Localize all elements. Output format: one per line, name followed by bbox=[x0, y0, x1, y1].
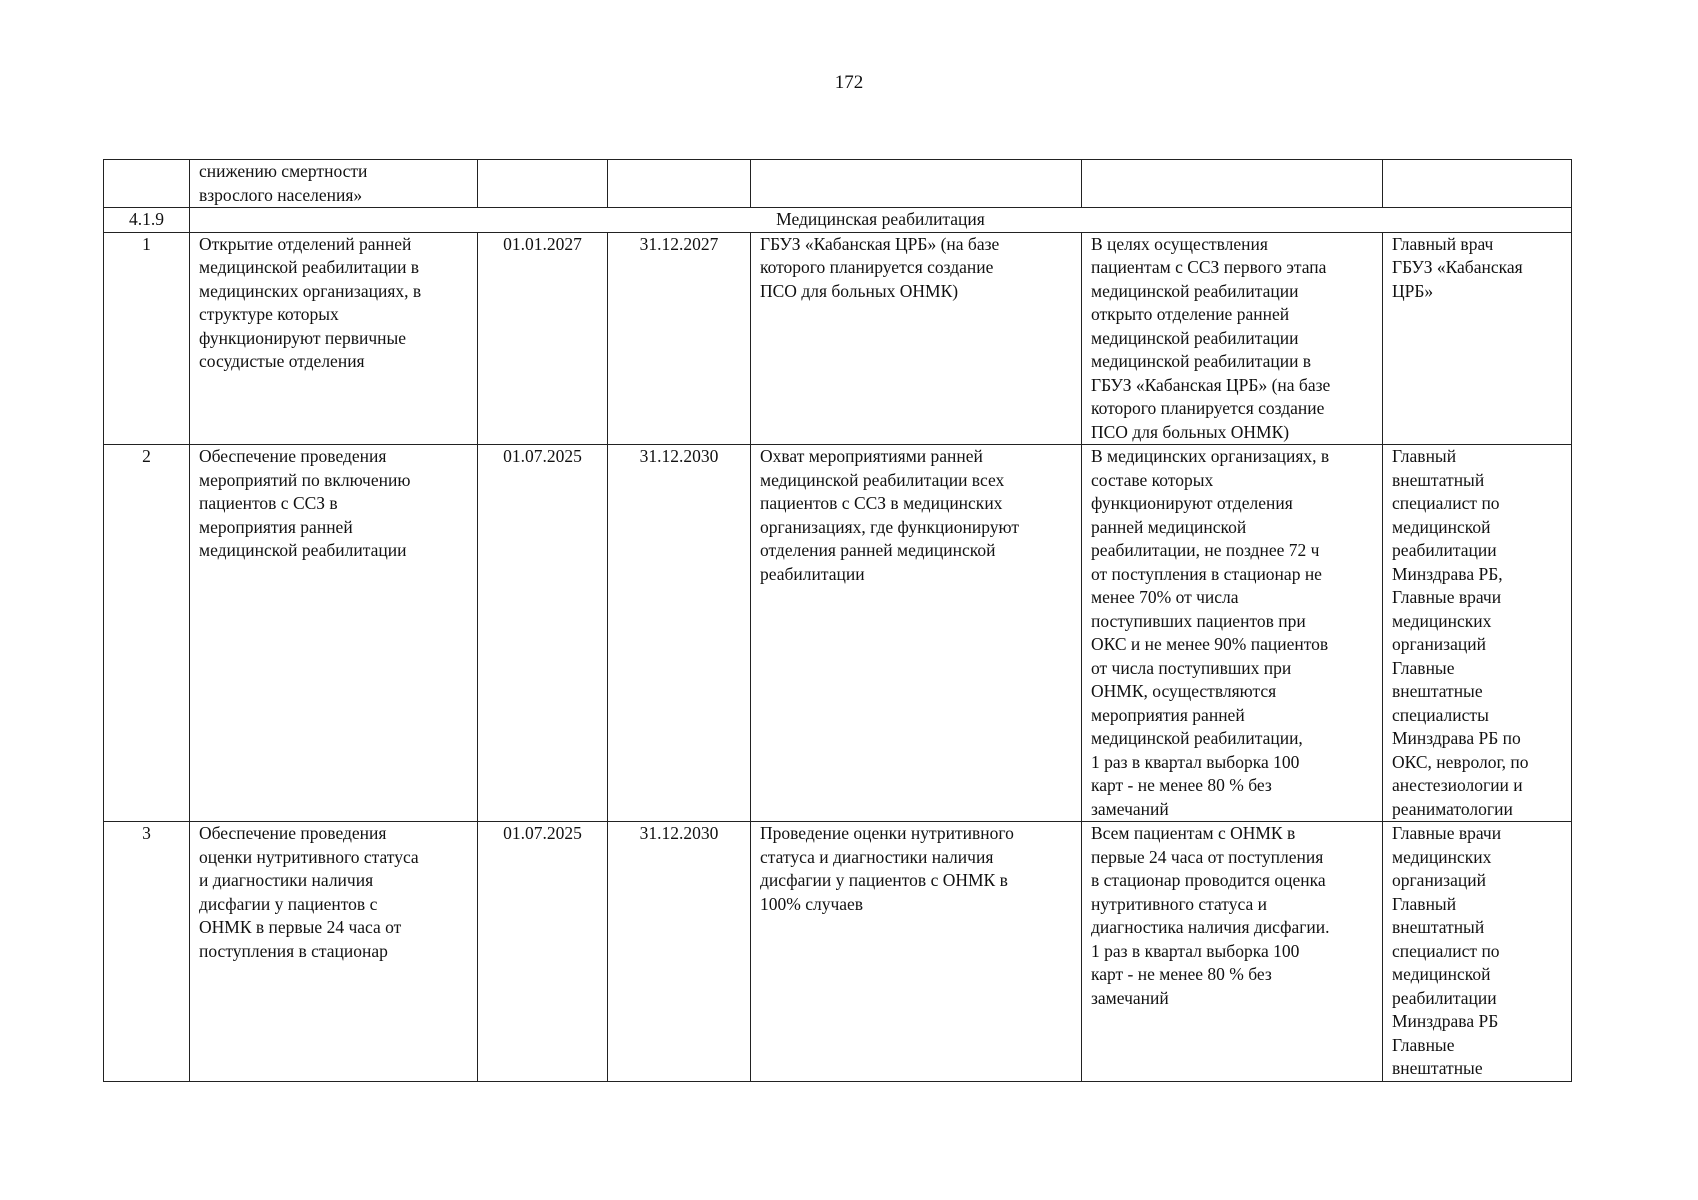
cell-start: 01.07.2025 bbox=[478, 445, 608, 822]
cell-object: Проведение оценки нутритивного статуса и диагностики наличия дисфагии у пациентов с ОНМК в 100% случаев bbox=[751, 822, 1082, 1082]
cell-name: Обеспечение проведения оценки нутритивного статуса и диагностики наличия дисфагии у пациентов с ОНМК в первые 24 часа от поступления в стационар bbox=[190, 822, 478, 1082]
cell-end: 31.12.2030 bbox=[608, 822, 751, 1082]
cell-name: Обеспечение проведения мероприятий по включению пациентов с ССЗ в мероприятия ранней медицинской реабилитации bbox=[190, 445, 478, 822]
cell-responsible: Главный внештатный специалист по медицинской реабилитации Минздрава РБ, Главные врачи медицинских организаций Главные внештатные специалисты Минздрава РБ по ОКС, невролог, по анестезиологии и реаниматологии bbox=[1383, 445, 1572, 822]
section-number: 4.1.9 bbox=[104, 208, 190, 233]
cell-num: 2 bbox=[104, 445, 190, 822]
table-row-continuation bbox=[104, 160, 1572, 208]
cell-num: 3 bbox=[104, 822, 190, 1082]
cell-responsible bbox=[1383, 160, 1572, 208]
page-number: 172 bbox=[834, 72, 864, 93]
cell-responsible: Главные врачи медицинских организаций Главный внештатный специалист по медицинской реабилитации Минздрава РБ Главные внештатные bbox=[1383, 822, 1572, 1082]
cell-result: В целях осуществления пациентам с ССЗ первого этапа медицинской реабилитации открыто отделение ранней медицинской реабилитации медицинской реабилитации в ГБУЗ «Кабанская ЦРБ» (на базе которого планируется создание ПСО для больных ОНМК) bbox=[1082, 232, 1383, 445]
cell-num: 1 bbox=[104, 232, 190, 445]
cell-name: снижению смертности взрослого населения» bbox=[190, 160, 478, 208]
section-title: Медицинская реабилитация bbox=[190, 208, 1572, 233]
cell-object: Охват мероприятиями ранней медицинской реабилитации всех пациентов с ССЗ в медицинских организациях, где функционируют отделения ранней медицинской реабилитации bbox=[751, 445, 1082, 822]
cell-start: 01.01.2027 bbox=[478, 232, 608, 445]
cell-result: Всем пациентам с ОНМК в первые 24 часа от поступления в стационар проводится оценка нутритивного статуса и диагностика наличия дисфагии. 1 раз в квартал выборка 100 карт - не менее 80 % без замечаний bbox=[1082, 822, 1383, 1082]
section-row bbox=[104, 208, 1572, 233]
activities-table bbox=[103, 159, 1572, 1082]
cell-start: 01.07.2025 bbox=[478, 822, 608, 1082]
cell-start bbox=[478, 160, 608, 208]
cell-num bbox=[104, 160, 190, 208]
cell-end: 31.12.2027 bbox=[608, 232, 751, 445]
cell-object bbox=[751, 160, 1082, 208]
cell-result: В медицинских организациях, в составе которых функционируют отделения ранней медицинской реабилитации, не позднее 72 ч от поступления в стационар не менее 70% от числа поступивших пациентов при ОКС и не менее 90% пациентов от числа поступивших при ОНМК, осуществляются мероприятия ранней медицинской реабилитации, 1 раз в квартал выборка 100 карт - не менее 80 % без замечаний bbox=[1082, 445, 1383, 822]
cell-name: Открытие отделений ранней медицинской реабилитации в медицинских организациях, в структуре которых функционируют первичные сосудистые отделения bbox=[190, 232, 478, 445]
cell-end bbox=[608, 160, 751, 208]
table-row bbox=[104, 822, 1572, 1082]
table-row bbox=[104, 445, 1572, 822]
cell-result bbox=[1082, 160, 1383, 208]
table-row bbox=[104, 232, 1572, 445]
cell-object: ГБУЗ «Кабанская ЦРБ» (на базе которого планируется создание ПСО для больных ОНМК) bbox=[751, 232, 1082, 445]
cell-responsible: Главный врач ГБУЗ «Кабанская ЦРБ» bbox=[1383, 232, 1572, 445]
cell-end: 31.12.2030 bbox=[608, 445, 751, 822]
